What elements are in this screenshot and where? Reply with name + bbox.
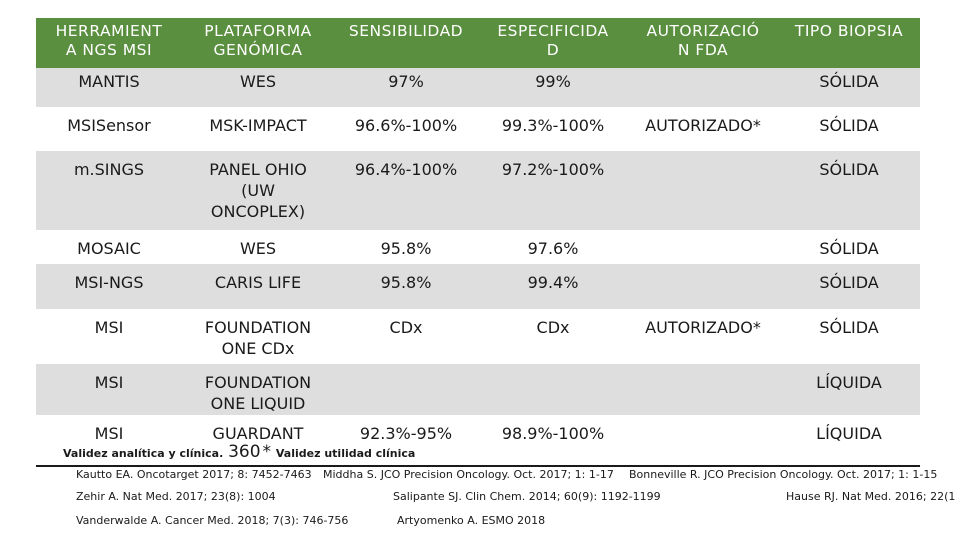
cell-sensitivity: 95.8%	[380, 239, 432, 258]
header-fda: AUTORIZACIÓ N FDA	[646, 22, 760, 59]
cell-biopsy: SÓLIDA	[819, 116, 879, 135]
cell-sensitivity: 96.4%-100%	[354, 160, 458, 179]
reference-item: Bonneville R. JCO Precision Oncology. Oct. 2017; 1: 1-15	[629, 468, 938, 481]
cell-fda: AUTORIZADO*	[645, 318, 761, 337]
cell-tool: MSI	[94, 424, 124, 443]
cell-specificity: CDx	[536, 318, 570, 337]
header-platform: PLATAFORMA GENÓMICA	[204, 22, 312, 59]
reference-item: Kautto EA. Oncotarget 2017; 8: 7452-7463	[76, 468, 312, 481]
footnote-star: *	[262, 442, 272, 462]
header-specificity: ESPECIFICIDA D	[497, 22, 609, 59]
cell-platform: GUARDANT	[212, 424, 304, 443]
cell-fda: AUTORIZADO*	[645, 116, 761, 135]
table-row	[36, 415, 920, 445]
cell-specificity: 99.3%-100%	[501, 116, 605, 135]
cell-biopsy: LÍQUIDA	[816, 373, 882, 392]
cell-platform: MSK-IMPACT	[209, 116, 307, 135]
cell-specificity: 99%	[535, 72, 571, 91]
footnote-prefix: Validez analítica y clínica.	[63, 447, 224, 460]
cell-sensitivity: 95.8%	[380, 273, 432, 292]
reference-item: Artyomenko A. ESMO 2018	[397, 514, 546, 527]
table-row	[36, 68, 920, 107]
cell-platform: WES	[239, 239, 277, 258]
cell-tool: MSISensor	[67, 116, 151, 135]
header-sensitivity: SENSIBILIDAD	[348, 22, 464, 40]
cell-biopsy: LÍQUIDA	[816, 424, 882, 443]
table-row	[36, 230, 920, 264]
msi-tools-table	[36, 18, 920, 71]
table-row	[36, 309, 920, 364]
footnote-number: 360	[228, 442, 261, 462]
table-row	[36, 107, 920, 151]
cell-tool: MSI	[94, 373, 124, 392]
cell-specificity: 98.9%-100%	[501, 424, 605, 443]
table-row	[36, 364, 920, 415]
reference-item: Middha S. JCO Precision Oncology. Oct. 2017; 1: 1-17	[323, 468, 614, 481]
cell-tool: MSI	[94, 318, 124, 337]
cell-biopsy: SÓLIDA	[819, 72, 879, 91]
table-row	[36, 151, 920, 230]
header-biopsy: TIPO BIOPSIA	[794, 22, 904, 40]
cell-tool: MOSAIC	[77, 239, 141, 258]
cell-specificity: 99.4%	[527, 273, 579, 292]
reference-item: Salipante SJ. Clin Chem. 2014; 60(9): 1192-1199	[393, 490, 661, 503]
cell-biopsy: SÓLIDA	[819, 273, 879, 292]
table-header	[36, 18, 920, 71]
cell-tool: MANTIS	[78, 72, 140, 91]
cell-specificity: 97.6%	[527, 239, 579, 258]
cell-sensitivity: 96.6%-100%	[354, 116, 458, 135]
table-row	[36, 264, 920, 309]
reference-item: Hause RJ. Nat Med. 2016; 22(1	[786, 490, 956, 503]
cell-specificity: 97.2%-100%	[501, 160, 605, 179]
cell-biopsy: SÓLIDA	[819, 239, 879, 258]
cell-platform: FOUNDATION ONE CDx	[204, 318, 312, 358]
cell-biopsy: SÓLIDA	[819, 160, 879, 179]
cell-tool: MSI-NGS	[74, 273, 144, 292]
cell-sensitivity: 92.3%-95%	[359, 424, 453, 443]
cell-platform: CARIS LIFE	[214, 273, 302, 292]
cell-biopsy: SÓLIDA	[819, 318, 879, 337]
footnote	[63, 442, 415, 462]
cell-sensitivity: CDx	[389, 318, 423, 337]
reference-item: Zehir A. Nat Med. 2017; 23(8): 1004	[76, 490, 276, 503]
header-tool: HERRAMIENT A NGS MSI	[55, 22, 163, 59]
cell-platform: PANEL OHIO (UW ONCOPLEX)	[209, 160, 307, 221]
table-bottom-rule	[36, 465, 920, 467]
cell-platform: FOUNDATION ONE LIQUID	[204, 373, 312, 413]
cell-tool: m.SINGS	[73, 160, 145, 179]
footnote-suffix: Validez utilidad clínica	[275, 447, 416, 460]
cell-platform: WES	[239, 72, 277, 91]
cell-sensitivity: 97%	[388, 72, 424, 91]
reference-item: Vanderwalde A. Cancer Med. 2018; 7(3): 746-756	[76, 514, 349, 527]
